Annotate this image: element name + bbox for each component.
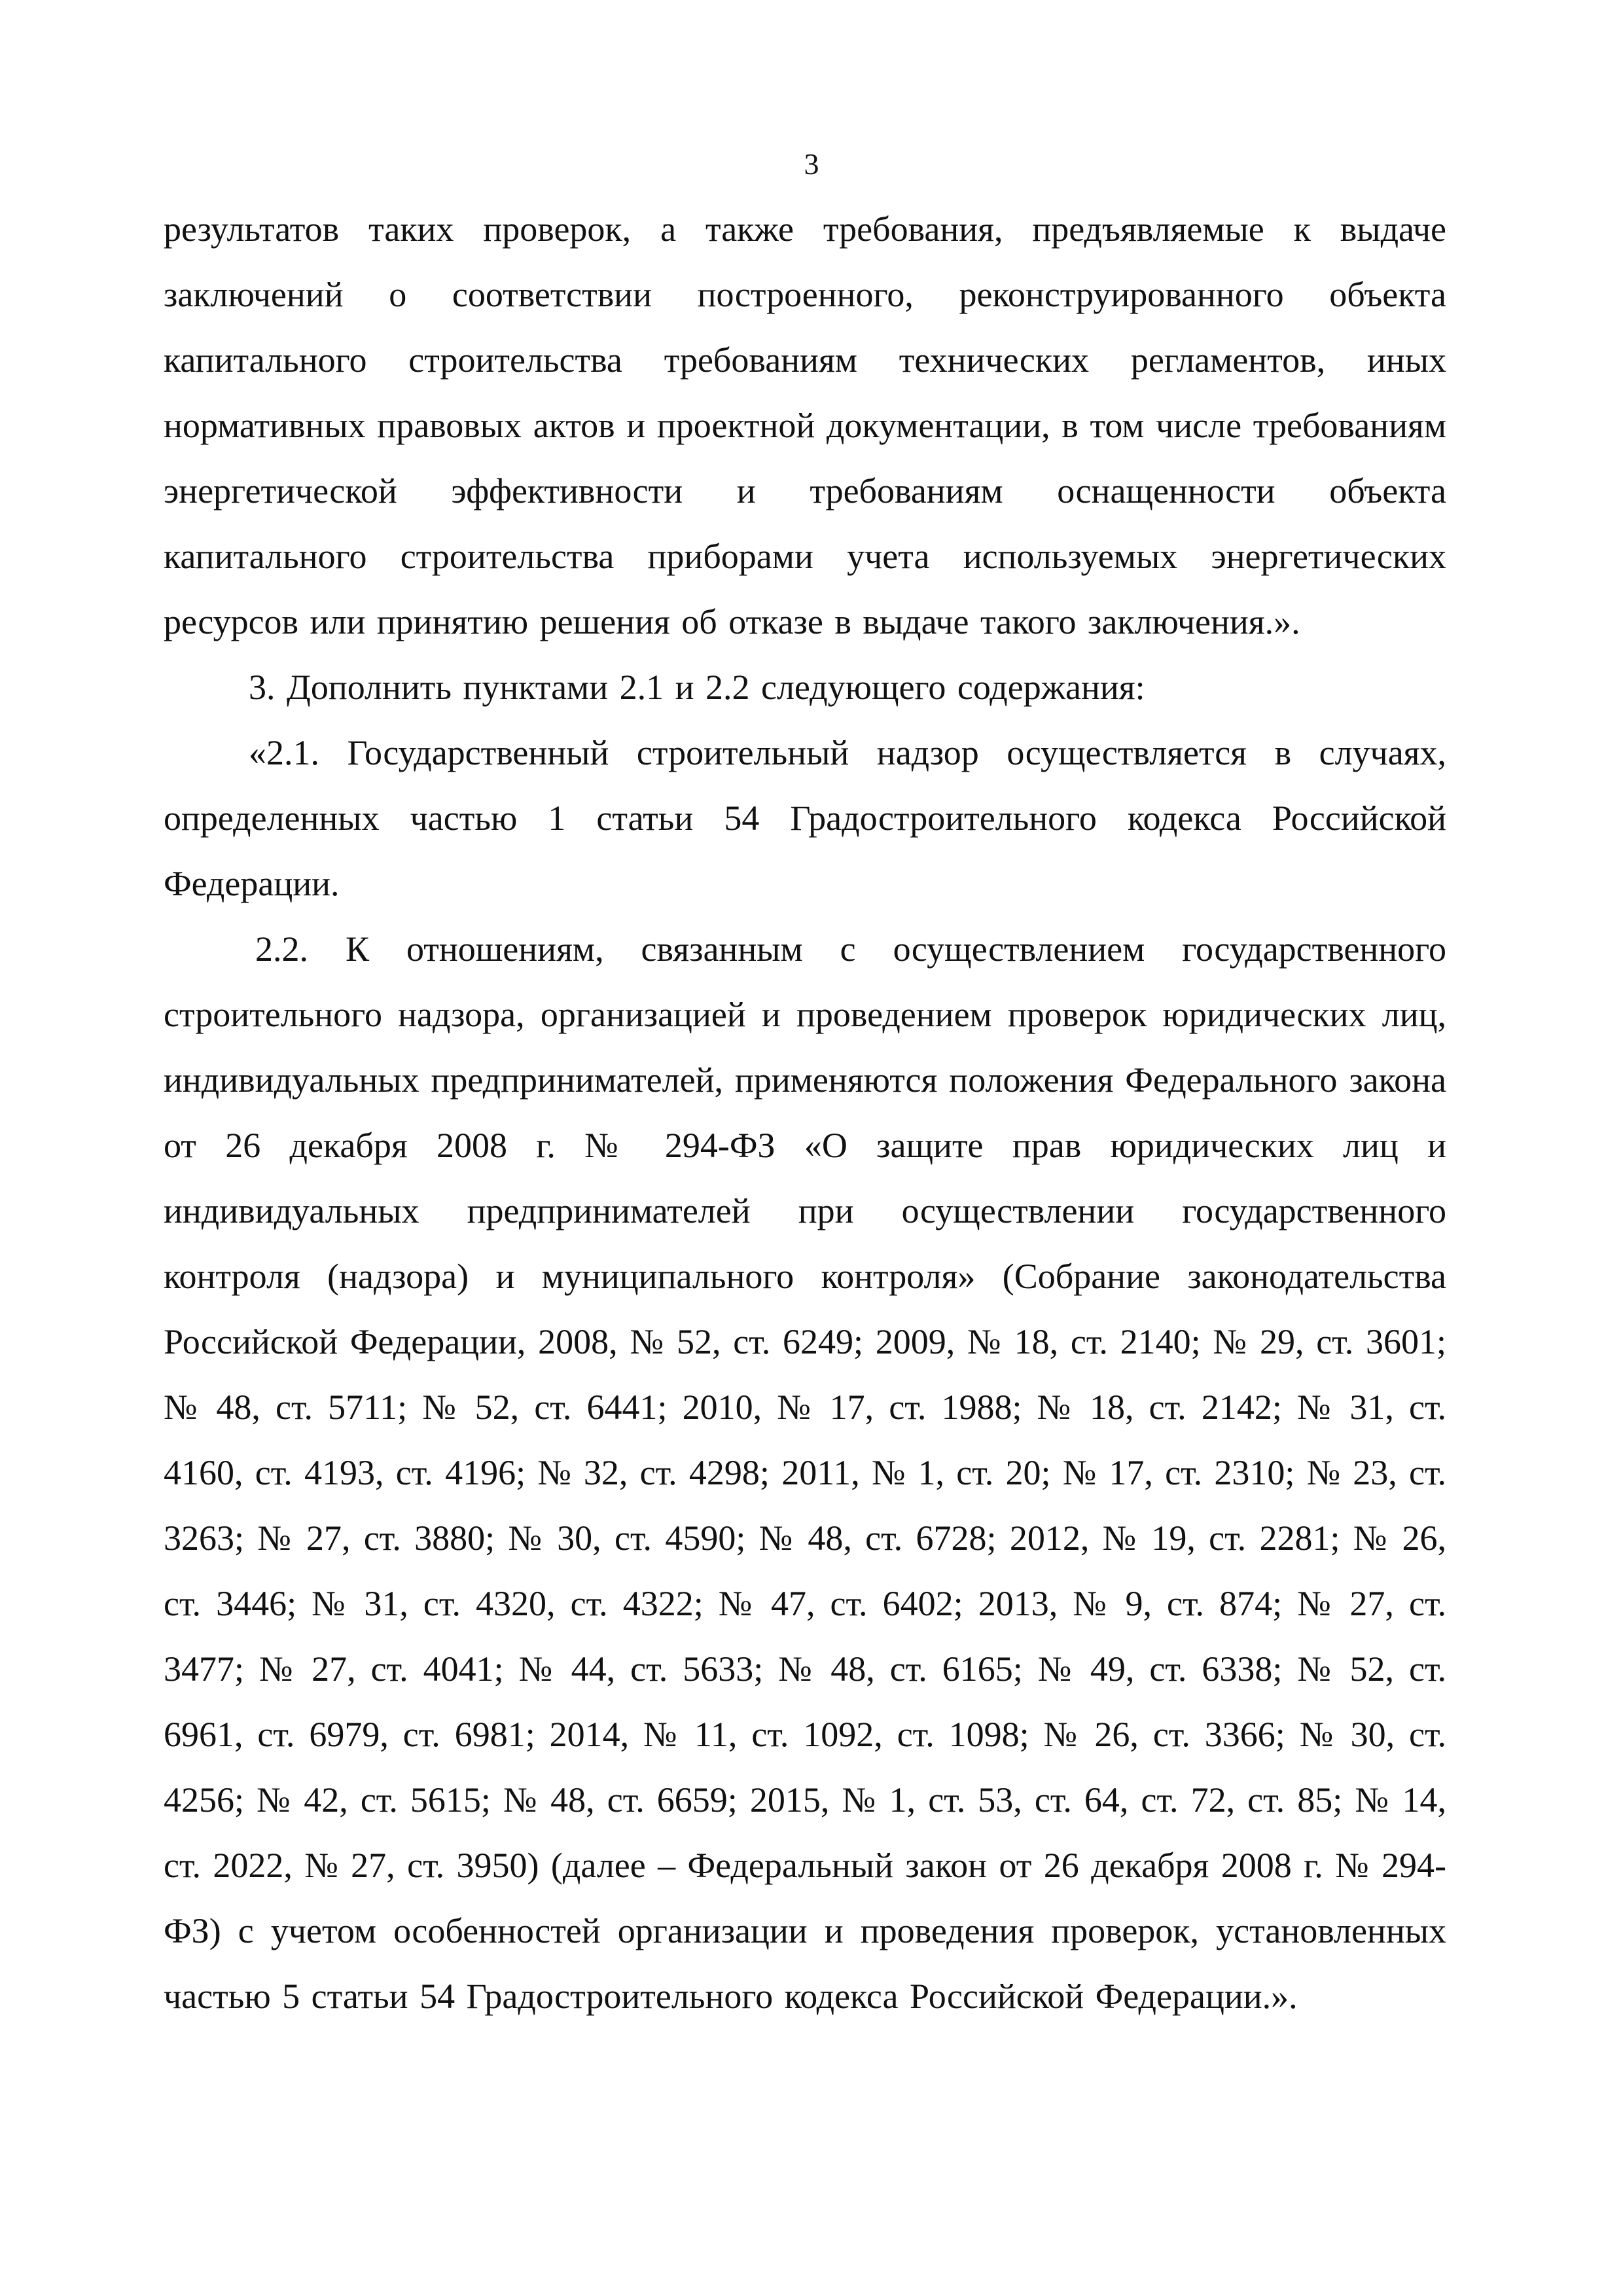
paragraph-clause-2-1: «2.1. Государственный строительный надзор осуществляется в случаях, определенных частью 1 статьи 54 Градостроительного кодекса Российской Федерации. — [164, 733, 1446, 903]
page-number: 3 — [804, 147, 819, 181]
paragraph-item-3: 3. Дополнить пунктами 2.1 и 2.2 следующего содержания: — [249, 668, 1145, 707]
document-body — [164, 196, 1446, 2029]
paragraph-continuation: результатов таких проверок, а также требования, предъявляемые к выдаче заключений о соответствии построенного, реконструированного объекта капитального строительства требованиям технических регламентов, иных нормативных правовых актов и проектной документации, в том числе требованиям энергетической эффективности и требованиям оснащенности объекта капитального строительства приборами учета используемых энергетических ресурсов или принятию решения об отказе в выдаче такого заключения.». — [164, 209, 1446, 641]
paragraph-clause-2-2: 2.2. К отношениям, связанным с осуществлением государственного строительного надзора, организацией и проведением проверок юридических лиц, индивидуальных предпринимателей, применяются положения Федерального закона от 26 декабря 2008 г. № 294-ФЗ «О защите прав юридических лиц и индивидуальных предпринимателей при осуществлении государственного контроля (надзора) и муниципального контроля» (Собрание законодательства Российской Федерации, 2008, № 52, ст. 6249; 2009, № 18, ст. 2140; № 29, ст. 3601; № 48, ст. 5711; № 52, ст. 6441; 2010, № 17, ст. 1988; № 18, ст. 2142; № 31, ст. 4160, ст. 4193, ст. 4196; № 32, ст. 4298; 2011, № 1, ст. 20; № 17, ст. 2310; № 23, ст. 3263; № 27, ст. 3880; № 30, ст. 4590; № 48, ст. 6728; 2012, № 19, ст. 2281; № 26, ст. 3446; № 31, ст. 4320, ст. 4322; № 47, ст. 6402; 2013, № 9, ст. 874; № 27, ст. 3477; № 27, ст. 4041; № 44, ст. 5633; № 48, ст. 6165; № 49, ст. 6338; № 52, ст. 6961, ст. 6979, ст. 6981; 2014, № 11, ст. 1092, ст. 1098; № 26, ст. 3366; № 30, ст. 4256; № 42, ст. 5615; № 48, ст. 6659; 2015, № 1, ст. 53, ст. 64, ст. 72, ст. 85; № 14, ст. 2022, № 27, ст. 3950) (далее – Федеральный закон от 26 декабря 2008 г. № 294-ФЗ) с учетом особенностей организации и проведения проверок, установленных частью 5 статьи 54 Градостроительного кодекса Российской Федерации.». — [164, 929, 1446, 2016]
